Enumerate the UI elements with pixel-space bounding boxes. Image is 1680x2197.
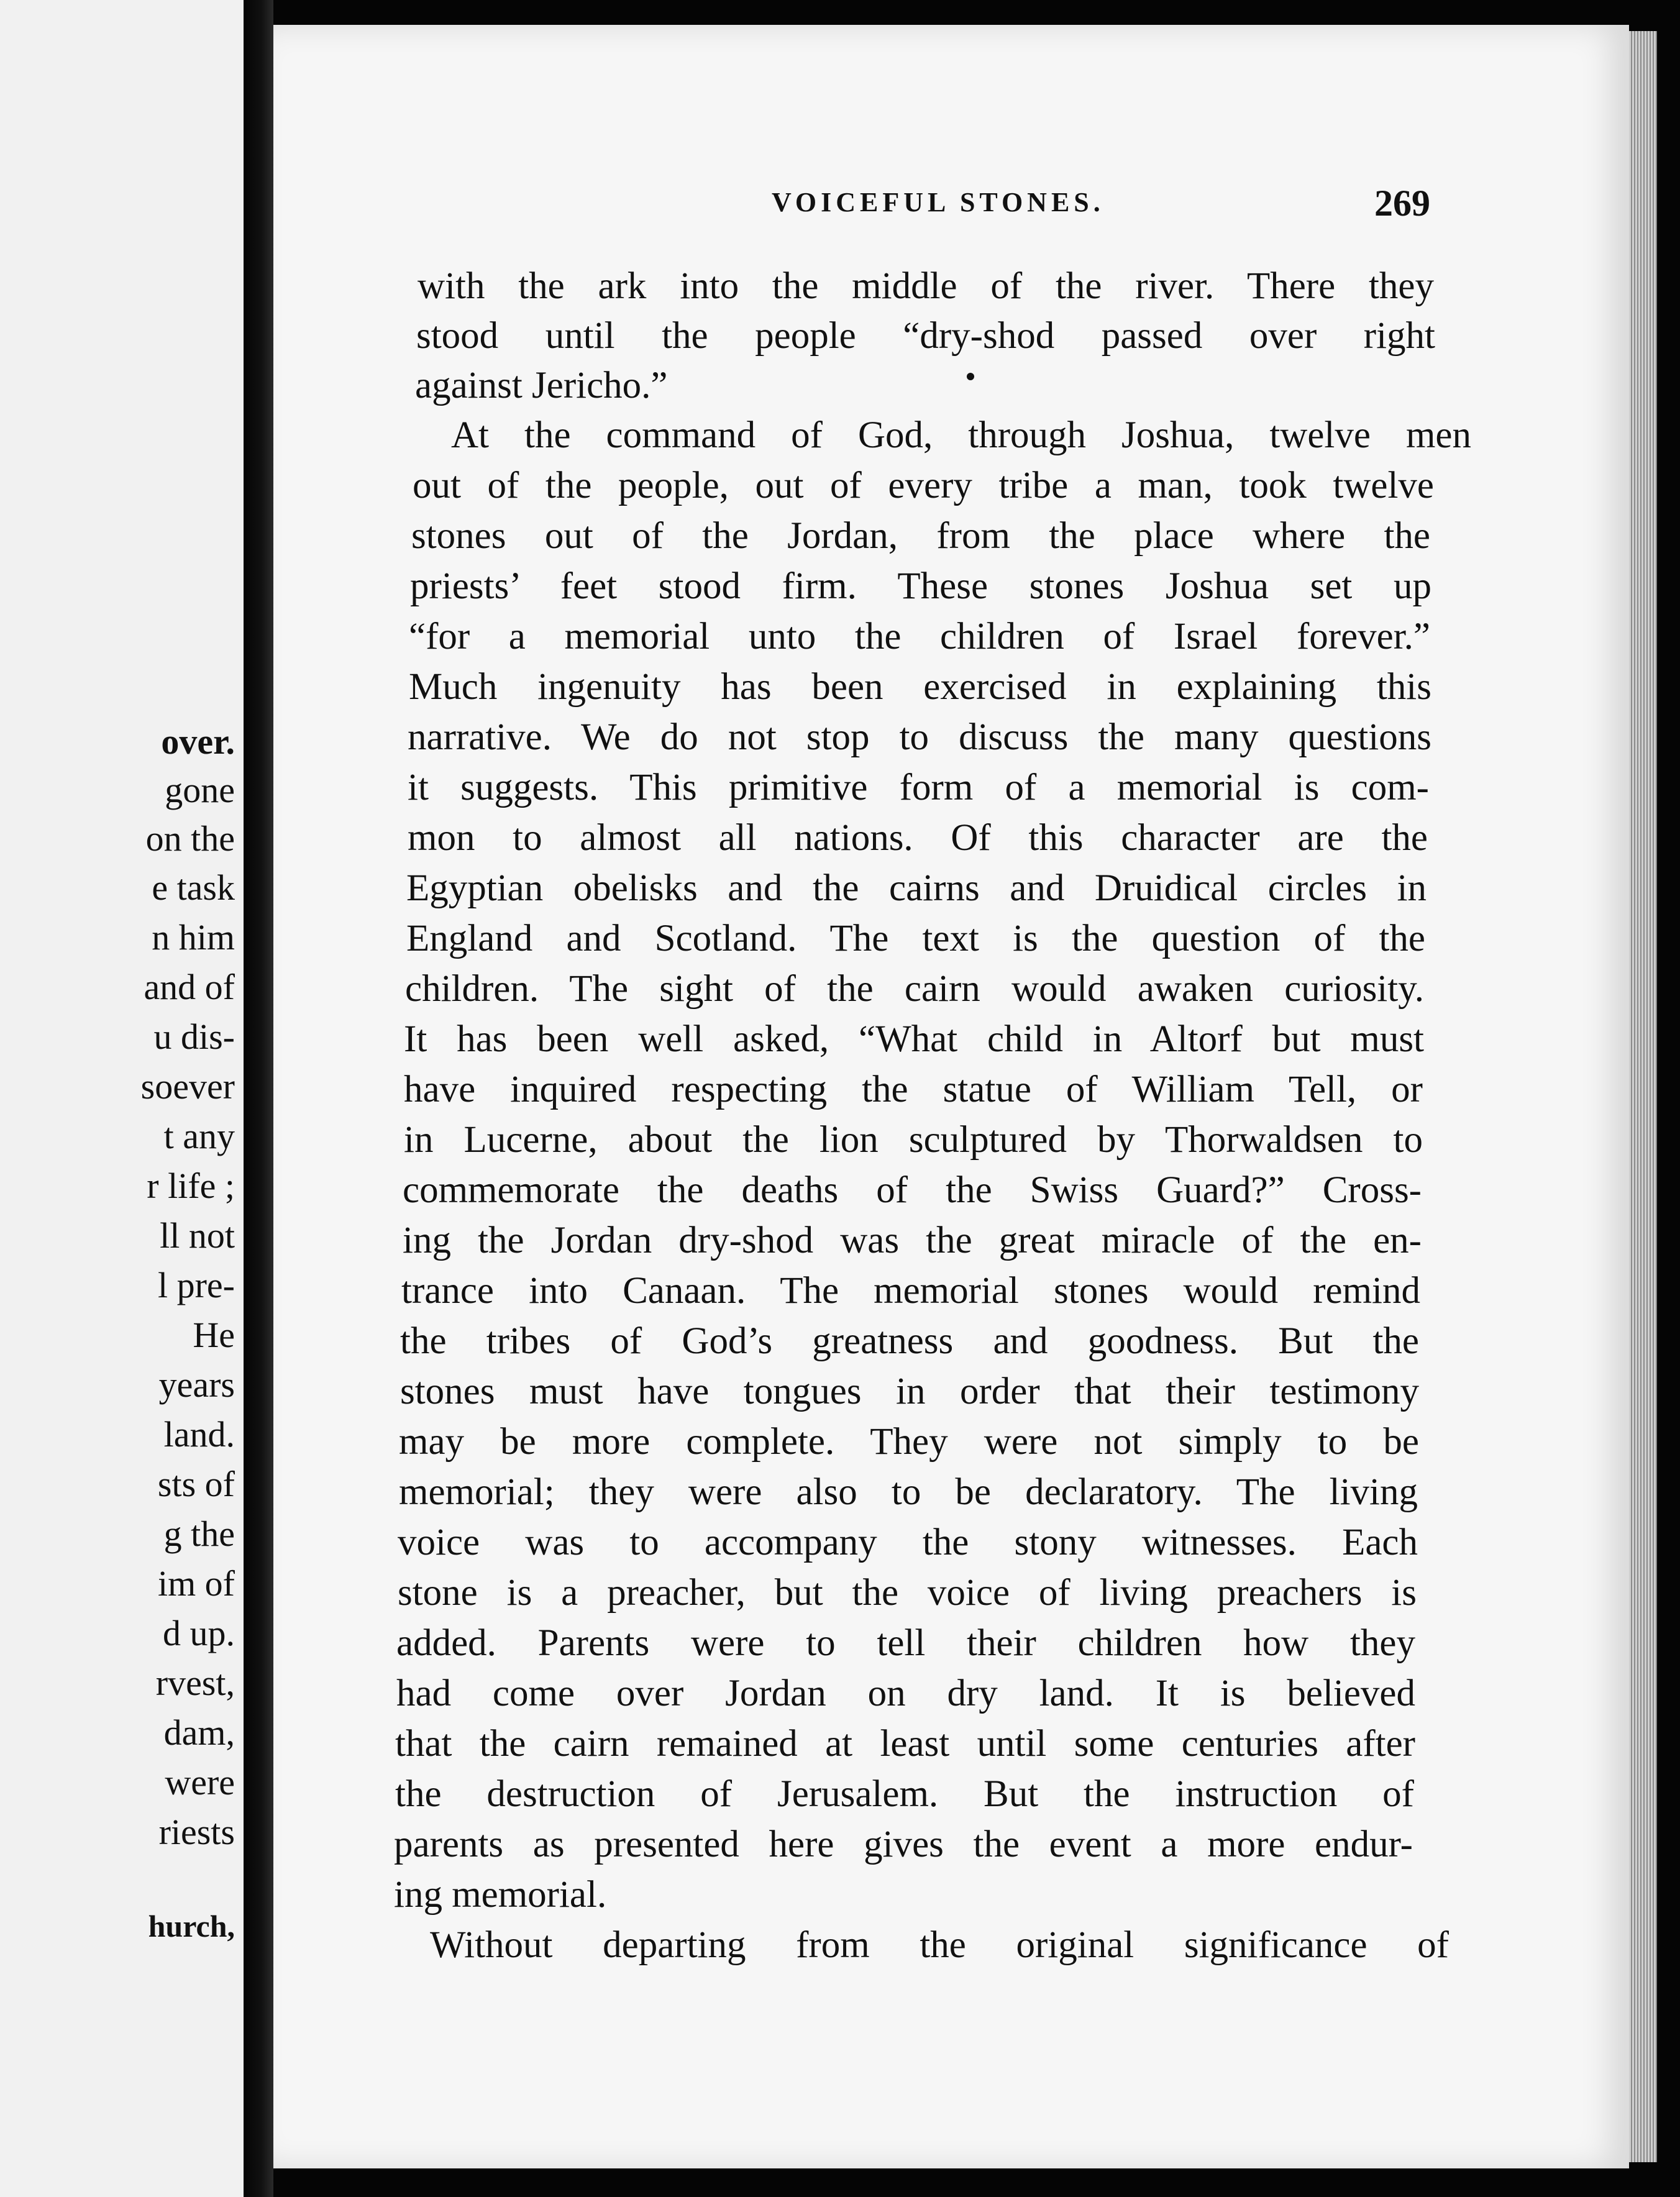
running-title: VOICEFUL STONES.: [772, 187, 1105, 217]
text-line: that the cairn remained at least until some centuries after: [395, 1723, 1415, 1765]
text-line: stones must have tongues in order that their testimony: [400, 1371, 1419, 1412]
text-line: priests’ feet stood firm. These stones Joshua set up: [410, 565, 1431, 607]
left-fragment: riests: [158, 1812, 235, 1852]
text-line: narrative. We do not stop to discuss the many questions: [408, 716, 1431, 758]
left-fragment: r life ;: [147, 1166, 235, 1206]
text-line: Egyptian obelisks and the cairns and Druidical circles in: [406, 867, 1427, 909]
text-line: it suggests. This primitive form of a memorial is com-: [408, 767, 1429, 808]
text-line: “for a memorial unto the children of Israel forever.”: [409, 616, 1430, 657]
text-line: had come over Jordan on dry land. It is believed: [396, 1673, 1415, 1714]
left-fragment: t any: [163, 1116, 235, 1156]
text-line: ing the Jordan dry-shod was the great miracle of the en-: [403, 1220, 1422, 1261]
left-fragment: were: [165, 1762, 235, 1802]
left-fragment: u dis-: [153, 1016, 235, 1057]
text-line: out of the people, out of every tribe a man, took twelve: [413, 465, 1434, 506]
text-line: children. The sight of the cairn would awaken curiosity.: [405, 968, 1424, 1010]
left-fragment: n him: [152, 917, 235, 957]
text-line: stones out of the Jordan, from the place where the: [411, 515, 1430, 557]
text-line: Much ingenuity has been exercised in explaining this: [409, 666, 1431, 708]
text-line: the destruction of Jerusalem. But the instruction of: [395, 1773, 1414, 1815]
left-fragment: dam,: [163, 1712, 235, 1753]
left-fragment: on the: [145, 818, 235, 859]
left-fragment: rvest,: [155, 1663, 235, 1703]
left-fragment: sts of: [157, 1464, 235, 1504]
text-line: commemorate the deaths of the Swiss Guard?” Cross-: [403, 1169, 1422, 1211]
left-fragment: g the: [163, 1514, 235, 1554]
left-fragment: He: [193, 1315, 235, 1355]
text-line: At the command of God, through Joshua, twelve men: [451, 414, 1471, 456]
previous-page: [0, 0, 247, 2197]
text-line: stood until the people “dry-shod passed over right: [416, 315, 1435, 357]
text-line: with the ark into the middle of the river. There they: [418, 265, 1434, 307]
left-fragment: soever: [140, 1066, 235, 1107]
page-number: 269: [1374, 183, 1430, 224]
left-fragment: d up.: [163, 1613, 235, 1653]
page-edges: [1629, 31, 1657, 2162]
text-line: may be more complete. They were not simply to be: [399, 1421, 1419, 1463]
text-line: stone is a preacher, but the voice of living preachers is: [398, 1572, 1417, 1614]
text-line: added. Parents were to tell their children how they: [396, 1622, 1415, 1664]
text-line: the tribes of God’s greatness and goodness. But the: [400, 1320, 1419, 1362]
text-line: mon to almost all nations. Of this character are the: [408, 817, 1428, 859]
text-line: England and Scotland. The text is the question of the: [406, 918, 1425, 959]
text-line: trance into Canaan. The memorial stones would remind: [401, 1270, 1420, 1312]
text-line: ing memorial.: [394, 1874, 607, 1916]
text-line: memorial; they were also to be declaratory. The living: [399, 1471, 1418, 1513]
left-fragment: e task: [152, 867, 235, 908]
left-fragment: and of: [144, 967, 235, 1007]
text-line: Without departing from the original significance of: [430, 1924, 1449, 1966]
left-fragment: years: [158, 1364, 235, 1405]
book-gutter: [244, 0, 273, 2197]
left-fragment: im of: [157, 1563, 235, 1604]
left-fragment: over.: [161, 721, 235, 762]
text-line: parents as presented here gives the event a more endur-: [394, 1824, 1413, 1865]
left-fragment: gone: [165, 770, 235, 810]
left-fragment: l pre-: [158, 1265, 235, 1305]
left-fragment: land.: [163, 1414, 235, 1455]
text-line: It has been well asked, “What child in Altorf but must: [404, 1018, 1424, 1060]
left-fragment: ll not: [160, 1215, 235, 1256]
text-line: in Lucerne, about the lion sculptured by Thorwaldsen to: [404, 1119, 1423, 1161]
left-fragment: hurch,: [148, 1909, 235, 1944]
text-line: against Jericho.”: [415, 365, 668, 406]
text-line: have inquired respecting the statue of William Tell, or: [404, 1069, 1423, 1110]
text-line: voice was to accompany the stony witnesses. Each: [398, 1522, 1418, 1563]
